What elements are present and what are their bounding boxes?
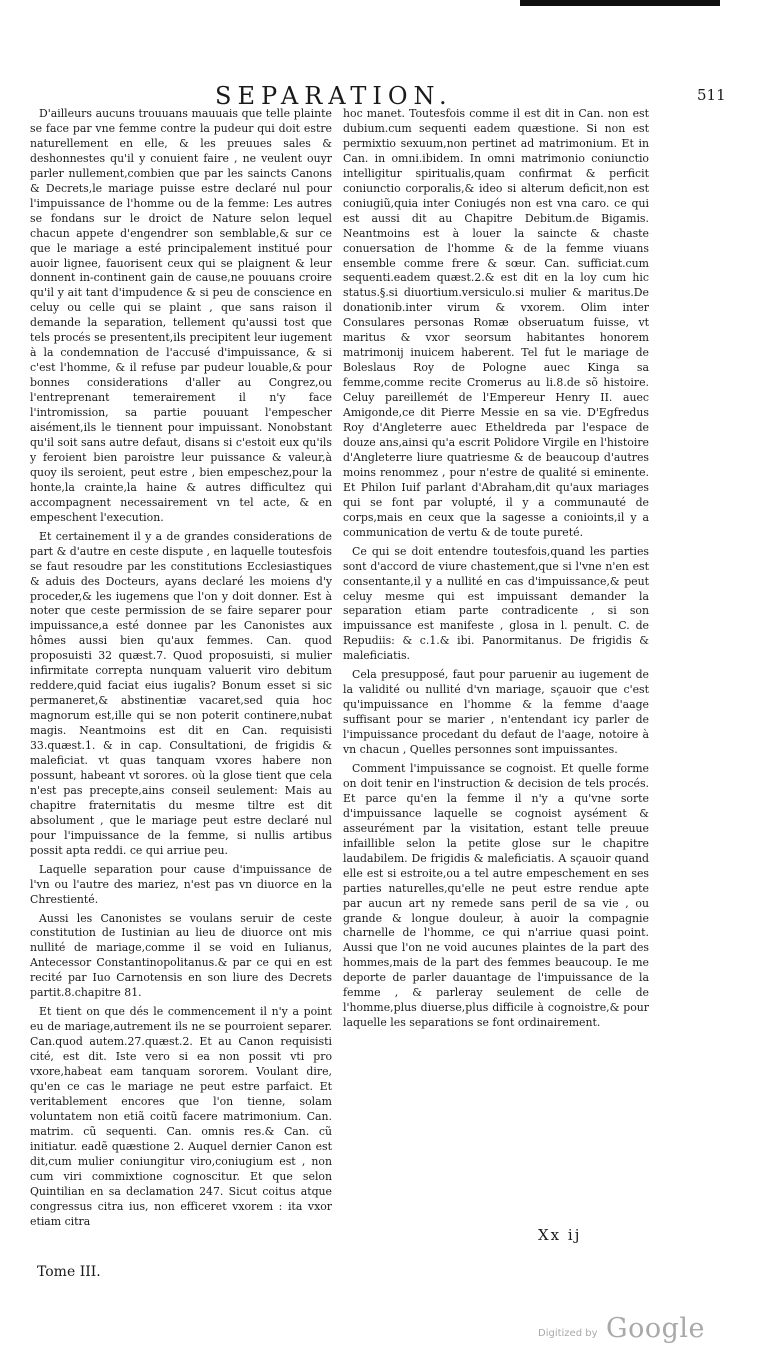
paragraph: Laquelle separation pour cause d'impuissance de l'vn ou l'autre des mariez, n'est pas vn diuorce en la Chrestienté. [30, 862, 332, 906]
watermark-prefix: Digitized by [538, 1328, 598, 1339]
page-number: 511 [697, 86, 726, 104]
paragraph: Aussi les Canonistes se voulans seruir de ceste constitution de Iustinian au lieu de diuorce ont mis nullité de mariage,comme il se void en Iulianus, Antecessor Constantinopolitanus.& par ce qui en est recité par Iuo Carnotensis en son liure des Decrets partit.8.chapitre 81. [30, 911, 332, 1000]
volume-label: Tome III. [37, 1264, 101, 1280]
right-column [343, 107, 649, 1031]
paragraph: Cela presupposé, faut pour paruenir au iugement de la validité ou nullité d'vn mariage, sçauoir que c'est qu'impuissance en l'homme & la femme d'aage suffisant pour se marier , n'entendant icy parler de l'impuissance procedant du defaut de l'aage, notoire à vn chacun , Quelles personnes sont impuissantes. [343, 668, 649, 757]
paragraph: Et certainement il y a de grandes considerations de part & d'autre en ceste dispute , en laquelle toutesfois se faut resoudre par les constitutions Ecclesiastiques & aduis des Docteurs, ayans declaré les moiens d'y proceder,& les iugemens que l'on y doit donner. Est à noter que ceste permission de se faire separer pour impuissance,a esté donnee par les Canonistes aux hômes aussi bien qu'aux femmes. Can. quod proposuisti 32 quæst.7. Quod proposuisti, si mulier infirmitate correpta nunquam valuerit viro debitum reddere,quid faciat eius iugalis? Bonum esset si sic permaneret,& abstinentiæ vacaret,sed quia hoc magnorum est,ille qui se non poterit continere,nubat magis. Neantmoins est dit en Can. requisisti 33.quæst.1. & in cap. Consultationi, de frigidis & maleficiat. vt quas tanquam vxores habere non possunt, habeant vt sorores. où la glose tient que cela n'est pas precepte,ains conseil seulement: Mais au chapitre fraternitatis du mesme tiltre est dit absolument , que le mariage peut estre declaré nul pour l'impuissance de la femme, si nullis artibus possit apta reddi. ce qui arriue peu. [30, 529, 332, 857]
digitization-watermark [538, 1313, 718, 1353]
paragraph: hoc manet. Toutesfois comme il est dit in Can. non est dubium.cum sequenti eadem quæstione. Si non est permixtio sexuum,non pertinet ad matrimonium. Et in Can. in omni.ibidem. In omni matrimonio coniunctio intelligitur spiritualis,quam confirmat & perficit coniunctio corporalis,& ideo si alterum deficit,non est coniugiũ,quia inter Coniugés non est vna caro. ce qui est aussi dit au Chapitre Debitum.de Bigamis. Neantmoins est à louer la saincte & chaste conuersation de l'homme & de la femme viuans ensemble comme frere & sœur. Can. sufficiat.cum sequenti.eadem quæst.2.& est dit en la loy cum hic status.§.si diuortium.versiculo.si mulier & maritus.De donationib.inter virum & vxorem. Olim inter Consulares personas Romæ obseruatum fuisse, vt maritus & vxor seorsum habitantes honorem matrimonij inuicem haberent. Tel fut le mariage de Boleslaus Roy de Pologne auec Kinga sa femme,comme recite Cromerus au li.8.de sõ histoire. Celuy pareillemét de l'Empereur Henry II. auec Amigonde,ce dit Pierre Messie en sa vie. D'Egfredus Roy d'Angleterre auec Etheldreda par l'espace de douze ans,ainsi qu'a escrit Polidore Virgile en l'histoire d'Angleterre liure quatriesme & de beaucoup d'autres moins renommez , pour n'estre de qualité si eminente. Et Philon Iuif parlant d'Abraham,dit qu'aux mariages qui se font par volupté, il y a communauté de corps,mais en ceux que la sagesse a conioints,il y a communication de vertu & de toute pureté. [343, 107, 649, 539]
scan-edge-mark [520, 0, 720, 6]
signature-mark: Xx ij [538, 1226, 582, 1244]
page-title: SEPARATION. [215, 82, 453, 110]
left-column [30, 107, 332, 1230]
paragraph: D'ailleurs aucuns trouuans mauuais que telle plainte se face par vne femme contre la pudeur qui doit estre naturellement en elle, & les preuues sales & deshonnestes qu'il y conuient faire , ne veulent ouyr parler nullement,combien que par les saincts Canons & Decrets,le mariage puisse estre declaré nul pour l'impuissance de l'homme ou de la femme: Les autres se fondans sur le droict de Nature selon lequel chacun appete d'engendrer son semblable,& sur ce que le mariage a esté principalement institué pour auoir lignee, fauorisent ceux qui se plaignent & leur donnent in-continent gain de cause,ne pouuans croire qu'il y ait tant d'impudence & si peu de conscience en celuy ou celle qui se plaint , que sans raison il demande la separation, tellement qu'aussi tost que tels procés se presentent,ils precipitent leur iugement à la condemnation de l'accusé d'impuissance, & si c'est l'homme, & il refuse par pudeur louable,& pour bonnes considerations d'aller au Congrez,ou l'entreprenant temerairement il n'y face l'intromission, sa partie pouuant l'empescher aisément,ils le tiennent pour impuissant. Nonobstant qu'il soit sans autre defaut, disans si c'estoit eux qu'ils y feroient bien paroistre leur puissance & valeur,à quoy ils seroient, peut estre , bien empeschez,pour la honte,la crainte,la haine & autres difficultez qui accompagnent necessairement vn tel acte, & en empeschent l'execution. [30, 107, 332, 524]
running-head [0, 82, 779, 110]
google-logo: Google [606, 1313, 705, 1344]
paragraph: Comment l'impuissance se cognoist. Et quelle forme on doit tenir en l'instruction & decision de tels procés. Et parce qu'en la femme il n'y a qu'vne sorte d'impuissance laquelle se cognoist aysément & asseurément par la visitation, estant telle preuue infaillible selon la petite glose sur le chapitre laudabilem. De frigidis & maleficiatis. A sçauoir quand elle est si estroite,ou a tel autre empeschement en ses parties naturelles,qu'elle ne peut estre rendue apte par aucun art ny remede sans peril de sa vie , ou grande & longue douleur, à auoir la compagnie charnelle de l'homme, ce qui n'arriue quasi point. Aussi que l'on ne void aucunes plaintes de la part des hommes,mais de la part des femmes beaucoup. Ie me deporte de parler dauantage de l'impuissance de la femme , & parleray seulement de celle de l'homme,plus diuerse,plus difficile à cognoistre,& pour laquelle les separations se font ordinairement. [343, 761, 649, 1030]
paragraph: Et tient on que dés le commencement il n'y a point eu de mariage,autrement ils ne se pourroient separer. Can.quod autem.27.quæst.2. Et au Canon requisisti cité, est dit. Iste vero si ea non possit vti pro vxore,habeat eam tanquam sororem. Voulant dire, qu'en ce cas le mariage ne peut estre parfaict. Et veritablement encores que l'on tienne, solam voluntatem non etiã coitũ facere matrimonium. Can. matrim. cũ sequenti. Can. omnis res.& Can. cũ initiatur. eadẽ quæstione 2. Auquel dernier Canon est dit,cum mulier coniungitur viro,coniugium est , non cum viri commixtione cognoscitur. Et que selon Quintilian en sa declamation 247. Sicut coitus atque congressus citra ius, non efficeret vxorem : ita vxor etiam citra [30, 1005, 332, 1228]
paragraph: Ce qui se doit entendre toutesfois,quand les parties sont d'accord de viure chastement,que si l'vne n'en est consentante,il y a nullité en cas d'impuissance,& peut celuy mesme qui est impuissant demander la separation etiam parte contradicente , si son impuissance est manifeste , glosa in l. penult. C. de Repudiis: & c.1.& ibi. Panormitanus. De frigidis & maleficiatis. [343, 544, 649, 663]
